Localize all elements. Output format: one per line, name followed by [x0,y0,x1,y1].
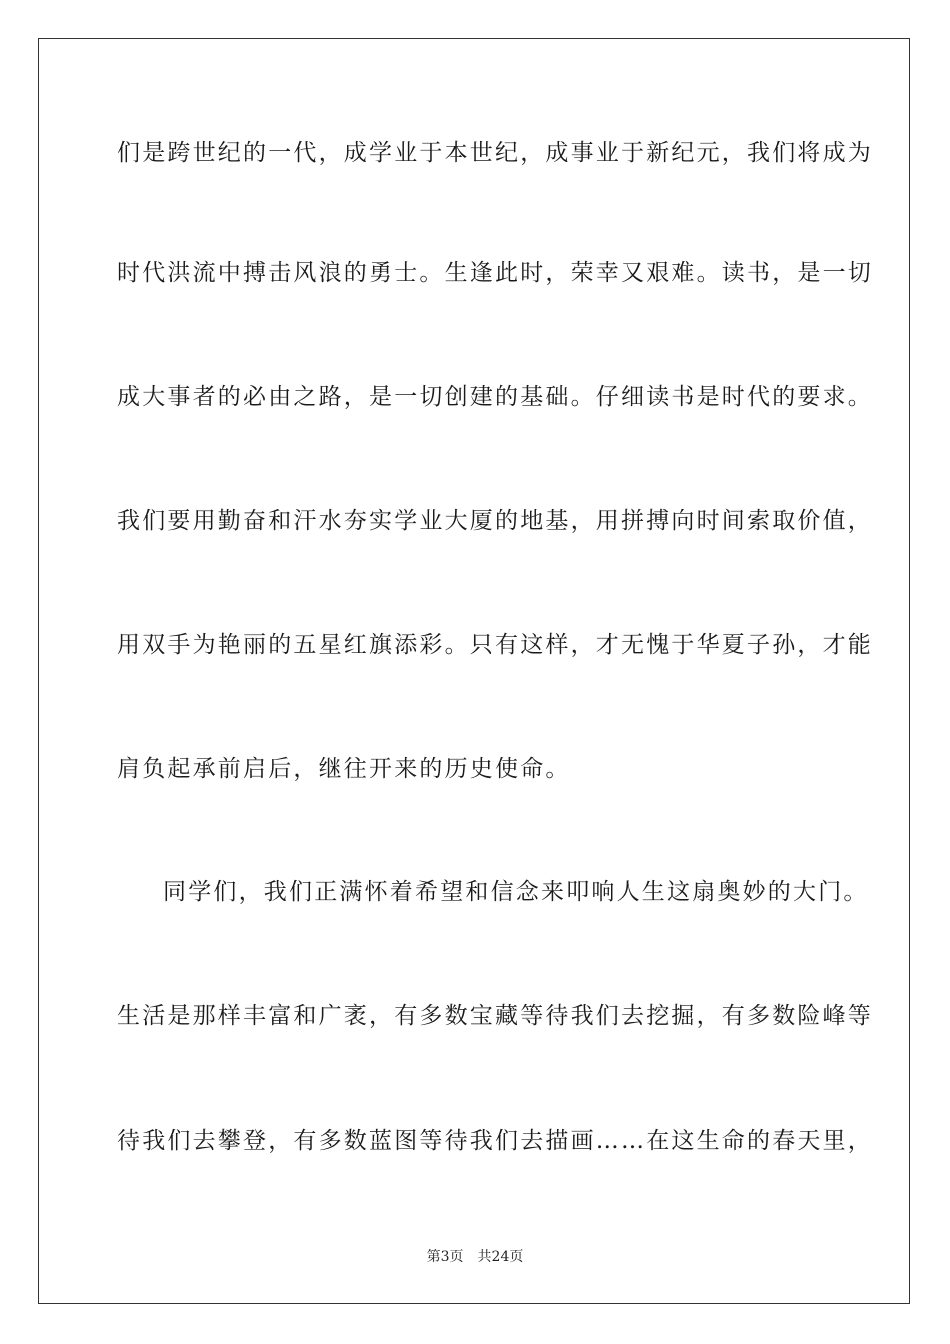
text-line-9: 待我们去攀登，有多数蓝图等待我们去描画……在这生命的春天里， [117,1128,873,1154]
page-border [38,38,910,1304]
text-line-5: 用双手为艳丽的五星红旗添彩。只有这样，才无愧于华夏子孙，才能 [117,632,873,658]
text-line-1: 们是跨世纪的一代，成学业于本世纪，成事业于新纪元，我们将成为 [117,140,873,166]
text-line-3: 成大事者的必由之路，是一切创建的基础。仔细读书是时代的要求。 [117,384,873,410]
text-line-7-paragraph-start: 同学们，我们正满怀着希望和信念来叩响人生这扇奥妙的大门。 [163,879,869,905]
page-count-total: 共24页 [477,1249,524,1265]
text-line-6: 肩负起承前启后，继往开来的历史使命。 [117,756,571,782]
text-line-4: 我们要用勤奋和汗水夯实学业大厦的地基，用拼搏向时间索取价值， [117,508,873,534]
text-line-2: 时代洪流中搏击风浪的勇士。生逢此时，荣幸又艰难。读书，是一切 [117,260,873,286]
page-footer [0,1248,950,1266]
text-line-8: 生活是那样丰富和广袤，有多数宝藏等待我们去挖掘，有多数险峰等 [117,1003,873,1029]
page-number-current: 第3页 [426,1249,464,1265]
